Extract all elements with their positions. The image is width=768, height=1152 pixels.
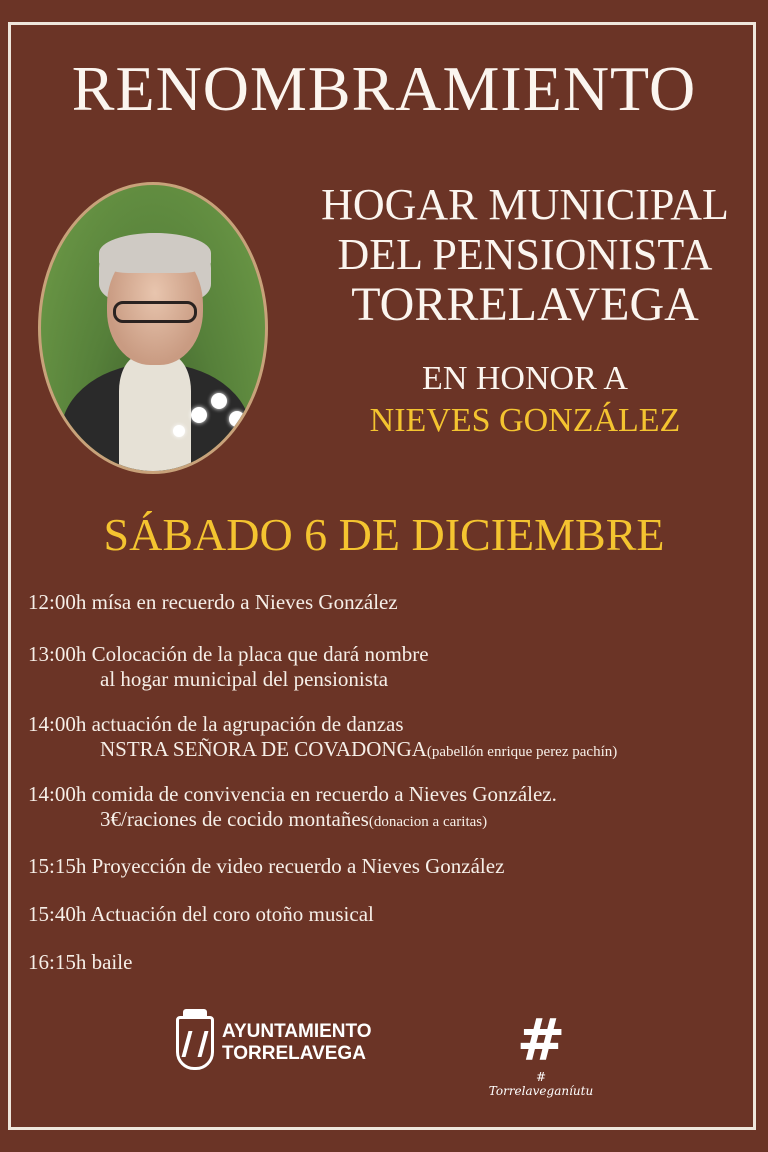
- schedule-time: 14:00h: [28, 782, 87, 806]
- event-date: SÁBADO 6 DE DICIEMBRE: [103, 509, 665, 560]
- schedule-time: 13:00h: [28, 642, 87, 666]
- honor-line-1: EN HONOR A: [422, 360, 628, 397]
- schedule-text-main: 3€/raciones de cocido montañes: [100, 807, 369, 831]
- schedule-text: Colocación de la placa que dará nombre: [91, 642, 429, 666]
- schedule-text: baile: [91, 950, 133, 974]
- flower-icon: [229, 411, 245, 427]
- portrait-hair-top: [99, 233, 211, 273]
- schedule-time: 14:00h: [28, 712, 87, 736]
- coat-of-arms-icon: [176, 1016, 214, 1070]
- schedule-item: [28, 902, 374, 927]
- poster-title: RENOMBRAMIENTO: [71, 53, 697, 124]
- flower-icon: [191, 407, 207, 423]
- hashtag-text: # Torrelaveganíutu: [488, 1070, 594, 1098]
- schedule-text: Actuación del coro otoño musical: [90, 902, 374, 926]
- schedule-time: 15:40h: [28, 902, 87, 926]
- schedule-text-main: NSTRA SEÑORA DE COVADONGA: [100, 737, 427, 761]
- subtitle-line-3: TORRELAVEGA: [351, 278, 699, 331]
- hashtag-logo-icon: #: [516, 1006, 566, 1074]
- schedule-text-note: (donacion a caritas): [368, 814, 488, 830]
- ayuntamiento-logo: [176, 1016, 372, 1070]
- schedule-item: [28, 642, 429, 692]
- flower-icon: [211, 393, 227, 409]
- ayuntamiento-line-1: AYUNTAMIENTO: [222, 1021, 372, 1042]
- schedule-text: Proyección de video recuerdo a Nieves González: [91, 854, 505, 878]
- ayuntamiento-wordmark: [222, 1021, 372, 1065]
- schedule-time: 12:00h: [28, 590, 87, 614]
- flower-icon: [173, 425, 185, 437]
- portrait-scarf: [119, 355, 191, 474]
- hashtag-logo: [486, 1006, 596, 1098]
- schedule-text: mísa en recuerdo a Nieves González: [91, 590, 398, 614]
- schedule-text-note: (pabellón enrique perez pachín): [426, 744, 618, 760]
- schedule-item: [28, 854, 504, 879]
- subtitle-line-2: DEL PENSIONISTA: [337, 230, 713, 279]
- honor-name: NIEVES GONZÁLEZ: [369, 402, 681, 439]
- schedule-text: comida de convivencia en recuerdo a Nieves González.: [91, 782, 557, 806]
- glasses-icon: [113, 301, 197, 323]
- schedule-item: [28, 712, 617, 762]
- portrait-photo: [38, 182, 268, 474]
- schedule-text-line2: [28, 737, 617, 762]
- schedule-text-line2: al hogar municipal del pensionista: [100, 667, 389, 691]
- schedule-item: [28, 782, 557, 832]
- subtitle-line-1: HOGAR MUNICIPAL: [321, 180, 729, 229]
- schedule-item: [28, 950, 132, 975]
- ayuntamiento-line-2: TORRELAVEGA: [222, 1043, 366, 1064]
- schedule-text-line2: [28, 807, 557, 832]
- schedule-text: actuación de la agrupación de danzas: [91, 712, 404, 736]
- schedule-time: 15:15h: [28, 854, 87, 878]
- schedule-time: 16:15h: [28, 950, 87, 974]
- schedule-item: [28, 590, 398, 615]
